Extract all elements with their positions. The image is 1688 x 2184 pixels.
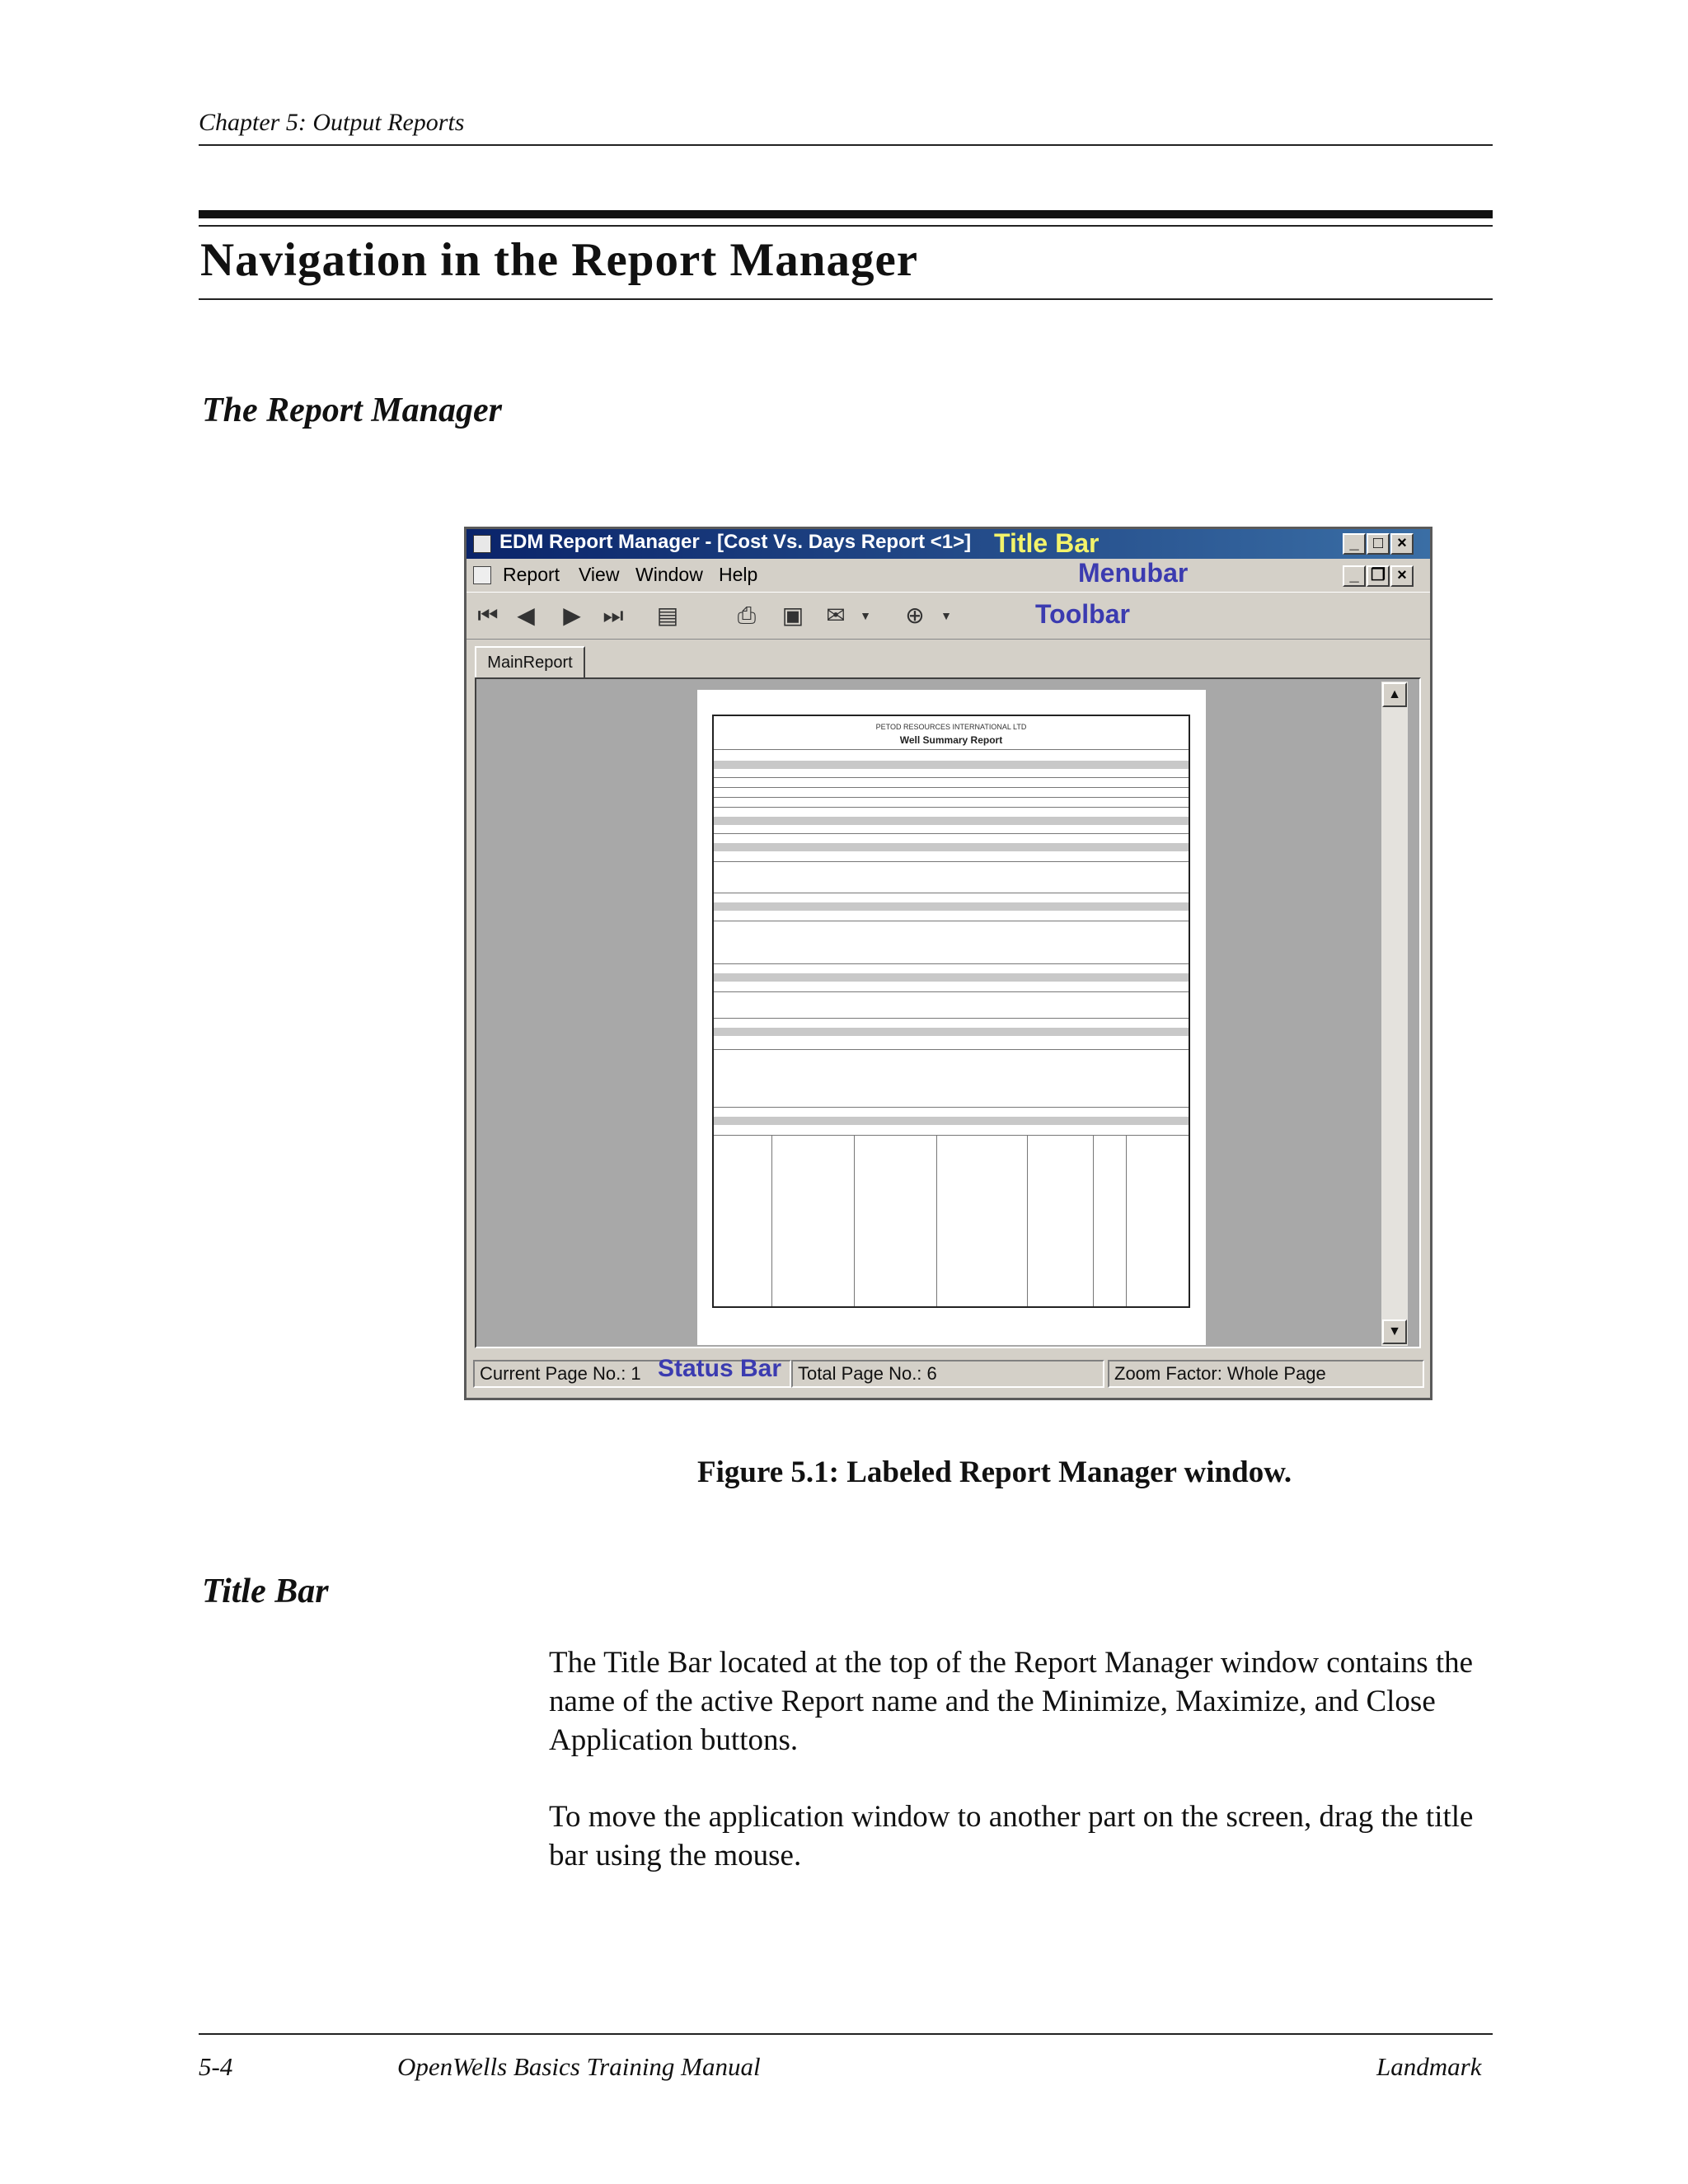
report-row-line: [714, 963, 1189, 964]
report-col-line: [854, 1135, 855, 1306]
paragraph: The Title Bar located at the top of the Report Manager window contains the name of the active Report name and the Minimize, Maximize, and Close Application buttons.: [549, 1646, 1474, 1757]
subsection-title-report-manager: The Report Manager: [202, 391, 503, 429]
doc-close-icon[interactable]: ×: [1390, 565, 1414, 587]
zoom-dropdown-icon[interactable]: ▼: [940, 609, 952, 622]
app-icon: [473, 535, 491, 553]
report-row-line: [714, 991, 1189, 992]
zoom-factor-text: Zoom Factor: Whole Page: [1114, 1363, 1326, 1384]
window-title: EDM Report Manager - [Cost Vs. Days Report <1>]: [499, 531, 972, 553]
report-row-line: [714, 787, 1189, 788]
report-row-line: [714, 833, 1189, 834]
footer-manual-title: OpenWells Basics Training Manual: [397, 2052, 761, 2081]
menu-help[interactable]: Help: [719, 564, 758, 585]
report-row-line: [714, 1049, 1189, 1050]
report-row-line: [714, 1107, 1189, 1108]
first-page-icon[interactable]: ⏮: [477, 602, 499, 628]
report-col-line: [1093, 1135, 1094, 1306]
toolbar: [467, 592, 1430, 640]
report-company: PETOD RESOURCES INTERNATIONAL LTD: [875, 723, 1027, 731]
title-rule-top: [199, 210, 1493, 218]
title-rule-under: [199, 225, 1493, 227]
report-section-band: [714, 761, 1189, 769]
report-row-line: [714, 1135, 1189, 1136]
running-head: Chapter 5: Output Reports: [199, 109, 465, 136]
export-icon[interactable]: ✉: [826, 602, 846, 628]
report-page: [697, 690, 1206, 1345]
save-icon[interactable]: ▣: [781, 602, 804, 628]
title-rule-bottom: [199, 298, 1493, 300]
current-page-text: Current Page No.: 1: [480, 1363, 641, 1384]
zoom-icon[interactable]: ⊕: [905, 602, 925, 628]
tab-mainreport[interactable]: MainReport: [475, 646, 585, 677]
figure-caption: Figure 5.1: Labeled Report Manager window.: [697, 1455, 1292, 1489]
menubar-callout: Menubar: [1078, 558, 1189, 588]
report-section-band: [714, 1028, 1189, 1036]
report-row-line: [714, 777, 1189, 778]
title-bar[interactable]: [467, 529, 1430, 559]
report-section-band: [714, 817, 1189, 825]
menu-window[interactable]: Window: [635, 564, 703, 585]
report-frame: [712, 715, 1190, 1308]
report-col-line: [1126, 1135, 1127, 1306]
document-icon[interactable]: [473, 566, 491, 584]
minimize-icon[interactable]: _: [1343, 533, 1366, 555]
doc-minimize-icon[interactable]: _: [1343, 565, 1366, 587]
status-bar-callout: Status Bar: [658, 1355, 782, 1382]
report-section-band: [714, 973, 1189, 982]
header-rule: [199, 144, 1493, 146]
menu-view[interactable]: View: [579, 564, 620, 585]
total-page-field: [791, 1360, 1104, 1388]
footer-publisher: Landmark: [1376, 2052, 1482, 2081]
previous-page-icon[interactable]: ◀: [517, 602, 535, 628]
report-section-band: [714, 902, 1189, 911]
close-icon[interactable]: ×: [1390, 533, 1414, 555]
subsection-title-title-bar: Title Bar: [202, 1572, 329, 1610]
report-col-line: [771, 1135, 772, 1306]
zoom-factor-field: [1108, 1360, 1424, 1388]
paragraph: To move the application window to another part on the screen, drag the title bar using the mouse.: [549, 1800, 1474, 1872]
menubar: [467, 559, 1430, 592]
menu-report[interactable]: Report: [503, 564, 560, 585]
print-icon[interactable]: ⎙: [737, 602, 757, 628]
next-page-icon[interactable]: ▶: [563, 602, 581, 628]
report-row-line: [714, 797, 1189, 798]
report-divider: [714, 749, 1189, 750]
footer-rule: [199, 2033, 1493, 2035]
scroll-down-icon[interactable]: ▼: [1382, 1319, 1407, 1344]
section-title: Navigation in the Report Manager: [200, 234, 919, 286]
vertical-scrollbar[interactable]: [1381, 682, 1408, 1346]
report-manager-window: [464, 527, 1432, 1400]
report-row-line: [714, 1018, 1189, 1019]
report-row-line: [714, 807, 1189, 808]
export-dropdown-icon[interactable]: ▼: [860, 609, 871, 622]
report-title: Well Summary Report: [899, 734, 1003, 746]
maximize-icon[interactable]: □: [1367, 533, 1390, 555]
title-bar-callout: Title Bar: [994, 528, 1100, 558]
report-section-band: [714, 843, 1189, 851]
report-col-line: [936, 1135, 937, 1306]
toolbar-callout: Toolbar: [1035, 599, 1130, 629]
status-bar: [467, 1353, 1430, 1394]
go-to-page-icon[interactable]: ▤: [656, 602, 679, 628]
scroll-up-icon[interactable]: ▲: [1382, 682, 1407, 707]
last-page-icon[interactable]: ⏭: [603, 602, 624, 628]
report-section-band: [714, 1117, 1189, 1125]
total-page-text: Total Page No.: 6: [798, 1363, 937, 1384]
footer-page-number: 5-4: [199, 2052, 233, 2081]
report-row-line: [714, 861, 1189, 862]
doc-restore-icon[interactable]: ❐: [1367, 565, 1390, 587]
report-col-line: [1027, 1135, 1028, 1306]
